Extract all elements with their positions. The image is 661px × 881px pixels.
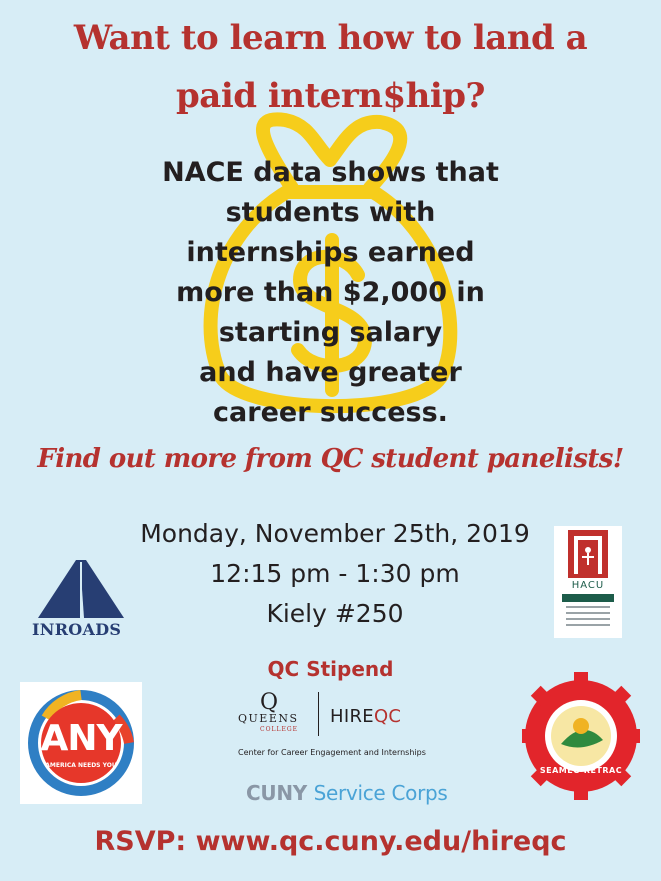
seameo-retrac-logo [522,672,640,802]
event-date: Monday, November 25th, 2019 [140,519,530,548]
qc-wordmark: QUEENS [238,712,299,725]
cuny-service-corps-logo [246,781,448,805]
body-line: more than $2,000 in [176,277,485,308]
any-tagline: AMERICA NEEDS YOU [45,762,117,769]
panelists-callout: Find out more from QC student panelists! [37,444,624,474]
qc-q-mark: Q [260,690,279,715]
hacu-text-line [566,606,610,608]
seameo-gear-icon [522,672,640,802]
inroads-mark-icon [36,560,126,618]
hacu-wordmark: HACU [571,580,605,591]
event-time: 12:15 pm - 1:30 pm [210,559,460,588]
rsvp-link[interactable]: RSVP: www.qc.cuny.edu/hireqc [94,826,567,857]
event-location: Kiely #250 [266,599,404,628]
hire-text: HIRE [330,706,374,727]
hacu-building-icon [568,530,608,578]
seameo-wordmark: SEAMEO RETRAC [539,766,623,775]
nace-statistic [60,153,601,433]
inroads-wordmark: INROADS [32,620,122,639]
body-line: and have greater [199,357,462,388]
qc-stipend: QC Stipend [267,657,394,681]
inroads-logo [30,560,130,640]
any-logo [20,682,142,804]
logo-divider [318,692,319,736]
hacu-text-line [566,624,610,626]
service-corps-text: Service Corps [313,781,448,805]
hacu-banner [562,594,614,602]
hacu-text-line [566,612,610,614]
body-line: career success. [213,397,448,428]
hireqc-wordmark [330,706,401,727]
headline-line-2: paid intern$hip? [176,76,485,116]
body-line: NACE data shows that [162,157,499,188]
career-center-label: Center for Career Engagement and Internships [238,748,426,757]
hacu-text-line [566,618,610,620]
hire-qc-text: QC [373,706,402,727]
queens-college-hireqc-logo [238,690,428,762]
qc-college-label: COLLEGE [260,726,299,733]
headline-line-1: Want to learn how to land a [73,18,588,58]
hacu-logo [554,526,622,638]
body-line: students with [225,197,436,228]
any-wordmark: ANY [40,718,122,759]
cuny-text: CUNY [246,781,307,805]
event-details [95,514,575,634]
body-line: internships earned [186,237,475,268]
body-line: starting salary [218,317,443,348]
